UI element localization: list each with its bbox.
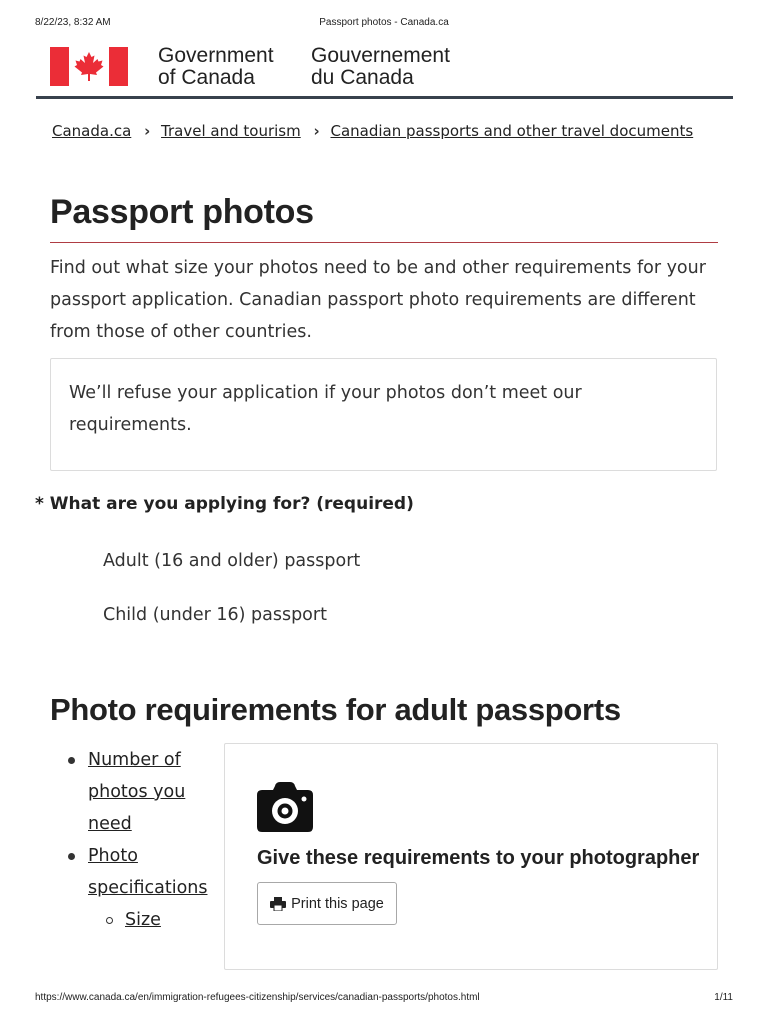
print-page-button[interactable]	[257, 882, 397, 925]
photographer-heading: Give these requirements to your photographer	[257, 847, 700, 869]
gov-fr-line2: du Canada	[311, 66, 414, 89]
gov-en-line1: Government	[158, 44, 274, 67]
page-title: Passport photos	[50, 193, 314, 231]
gouvernement-du-canada-wordmark[interactable]	[311, 45, 450, 89]
intro-paragraph: Find out what size your photos need to be and other requirements for your passport application. Canadian passport photo requirements are different from those of other countries.	[50, 258, 706, 342]
canada-flag-icon[interactable]	[50, 47, 128, 86]
photographer-panel	[224, 743, 718, 970]
toc-link-number-of-photos[interactable]: Number of photos you need	[88, 750, 186, 834]
gov-en-line2: of Canada	[158, 66, 255, 89]
section-title-adult-requirements: Photo requirements for adult passports	[50, 692, 621, 727]
title-underline	[50, 242, 718, 243]
chevron-right-icon: ›	[313, 122, 320, 140]
toc-link-photo-specifications[interactable]: Photo specifications	[88, 846, 208, 898]
breadcrumb	[52, 122, 693, 140]
toc-link-size[interactable]: Size	[125, 910, 161, 930]
breadcrumb-canada-ca[interactable]: Canada.ca	[52, 122, 132, 140]
option-adult-passport[interactable]: Adult (16 and older) passport	[103, 551, 361, 571]
camera-icon	[256, 781, 314, 833]
gov-fr-line1: Gouvernement	[311, 44, 450, 67]
breadcrumb-travel-and-tourism[interactable]: Travel and tourism	[161, 122, 301, 140]
print-url: https://www.canada.ca/en/immigration-refugees-citizenship/services/canadian-passports/photos.html	[35, 992, 480, 1003]
toc-item	[66, 840, 216, 904]
applicant-type-question: * What are you applying for? (required)	[35, 494, 414, 514]
print-footer	[0, 992, 768, 1006]
print-datetime: 8/22/23, 8:32 AM	[35, 17, 111, 28]
alert-text: We’ll refuse your application if your photos don’t meet our requirements.	[69, 383, 582, 435]
header-rule	[36, 96, 733, 99]
table-of-contents	[66, 744, 216, 936]
print-button-label: Print this page	[291, 895, 384, 912]
print-page-number: 1/11	[714, 992, 733, 1003]
site-header	[36, 44, 733, 100]
option-child-passport[interactable]: Child (under 16) passport	[103, 605, 327, 625]
toc-subitem	[66, 904, 216, 936]
toc-item	[66, 744, 216, 840]
print-header	[0, 17, 768, 31]
chevron-right-icon: ›	[144, 122, 151, 140]
print-page-title: Passport photos - Canada.ca	[319, 17, 449, 28]
printer-icon	[270, 897, 286, 911]
breadcrumb-passports[interactable]: Canadian passports and other travel documents	[330, 122, 694, 140]
refusal-alert	[50, 358, 717, 471]
government-of-canada-wordmark[interactable]	[158, 45, 274, 89]
